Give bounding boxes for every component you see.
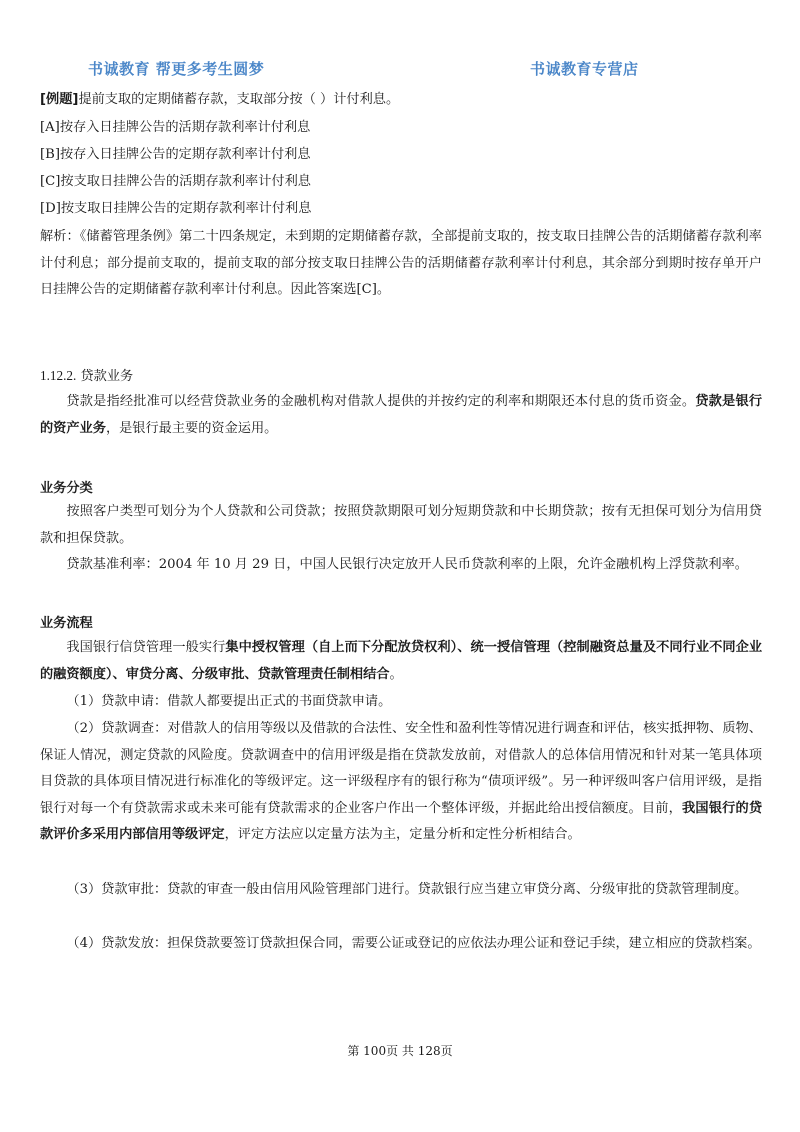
option-d: [D]按支取日挂牌公告的定期存款利率计付利息 (40, 201, 312, 216)
process-step-2-tail: ，评定方法应以定量方法为主，定量分析和定性分析相结合。 (224, 827, 581, 843)
process-step-2-bold: 我国银行的贷款评价多采用内部信用等级评定 (40, 800, 763, 843)
section-intro (40, 389, 762, 442)
classification-heading: 业务分类 (40, 481, 93, 496)
option-a: [A]按存入日挂牌公告的活期存款利率计付利息 (40, 120, 311, 135)
process-intro-tail: 。 (389, 666, 403, 682)
section-intro-bold: 贷款是银行的资产业务 (40, 394, 763, 436)
option-c: [C]按支取日挂牌公告的活期存款利率计付利息 (40, 174, 311, 189)
classification-para-1: 按照客户类型可划分为个人贷款和公司贷款；按照贷款期限可划分短期贷款和中长期贷款；按有无担保可划分为信用贷款和担保贷款。 (40, 504, 762, 546)
process-step-2-plain: （2）贷款调查：对借款人的信用等级以及借款的合法性、安全性和盈利性等情况进行调查和评估，核实抵押物、质物、保证人情况，测定贷款的风险度。贷款调查中的信用评级是指在贷款发放前，对借款人的总体信用情况和针对某一笔具体项目贷款的具体项目情况进行标准化的等级评定。这一评级程序有的银行称为“债项评级”。另一种评级叫客户信用评级，是指银行对每一个有贷款需求或未来可能有贷款需求的企业客户作出一个整体评级，并据此给出授信额度。目前， (40, 721, 762, 816)
process-step-2 (40, 716, 762, 849)
header-right-store: 书诚教育专营店 (530, 60, 639, 78)
example-question (40, 90, 399, 110)
process-intro-bold: 集中授权管理（自上而下分配放贷权利）、统一授信管理（控制融资总量及不同行业不同企业的融资额度）、审贷分离、分级审批、贷款管理责任制相结合 (40, 640, 763, 682)
classification-para-2: 贷款基准利率：2004 年 10 月 29 日，中国人民银行决定放开人民币贷款利率的上限，允许金融机构上浮贷款利率。 (66, 557, 748, 572)
process-step-1: （1）贷款申请：借款人都要提出正式的书面贷款申请。 (66, 694, 392, 709)
section-heading (40, 366, 133, 387)
example-question-text: 提前支取的定期储蓄存款，支取部分按（ ）计付利息。 (78, 92, 400, 107)
process-heading: 业务流程 (40, 616, 93, 631)
example-tag: [例题] (40, 92, 79, 107)
process-intro-plain: 我国银行信贷管理一般实行 (66, 640, 226, 655)
section-intro-tail: ，是银行最主要的资金运用。 (105, 420, 278, 436)
page-footer: 第 100页 共 128页 (347, 1044, 453, 1058)
option-b: [B]按存入日挂牌公告的定期存款利率计付利息 (40, 147, 311, 162)
example-analysis: 解析：《储蓄管理条例》第二十四条规定，未到期的定期储蓄存款，全部提前支取的，按支取日挂牌公告的活期储蓄存款利率计付利息；部分提前支取的，提前支取的部分按支取日挂牌公告的活期储蓄存款利率计付利息，其余部分到期时按存单开户日挂牌公告的定期储蓄存款利率计付利息。因此答案选[C]。 (40, 229, 762, 298)
process-step-3: （3）贷款审批：贷款的审查一般由信用风险管理部门进行。贷款银行应当建立审贷分离、分级审批的贷款管理制度。 (66, 882, 748, 897)
header-left-brand: 书诚教育 帮更多考生圆梦 (88, 60, 265, 78)
section-title: 贷款业务 (80, 369, 134, 384)
section-number: 1.12.2. (40, 368, 77, 383)
process-intro (40, 635, 762, 688)
process-step-4: （4）贷款发放：担保贷款要签订贷款担保合同，需要公证或登记的应依法办理公证和登记手续，建立相应的贷款档案。 (66, 936, 761, 951)
section-intro-plain: 贷款是指经批准可以经营贷款业务的金融机构对借款人提供的并按约定的利率和期限还本付息的货币资金。 (66, 394, 696, 409)
